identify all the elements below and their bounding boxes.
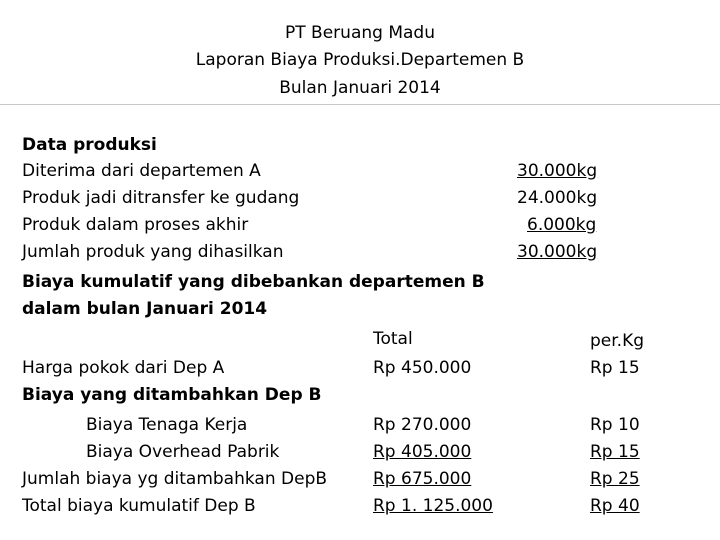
produksi-value-diterima: 30.000kg xyxy=(517,161,598,181)
produksi-value-proses: 6.000kg xyxy=(527,215,597,235)
biaya-total-jumlah-ditambahkan: Rp 675.000 xyxy=(373,469,472,489)
biaya-heading-line1: Biaya kumulatif yang dibebankan departemen B xyxy=(22,272,485,292)
biaya-perkg-harga-pokok: Rp 15 xyxy=(590,358,640,378)
column-header-total: Total xyxy=(373,329,413,349)
report-period: Bulan Januari 2014 xyxy=(279,78,441,98)
biaya-label-total-kumulatif: Total biaya kumulatif Dep B xyxy=(22,496,256,516)
produksi-label-proses: Produk dalam proses akhir xyxy=(22,215,249,235)
company-title: PT Beruang Madu xyxy=(285,23,435,43)
biaya-perkg-jumlah-ditambahkan: Rp 25 xyxy=(590,469,640,489)
biaya-perkg-overhead: Rp 15 xyxy=(590,442,640,462)
biaya-label-ditambahkan: Biaya yang ditambahkan Dep B xyxy=(22,385,322,405)
biaya-perkg-kumulatif: Rp 40 xyxy=(590,496,640,516)
produksi-value-ditransfer: 24.000kg xyxy=(517,188,598,208)
report-title: Laporan Biaya Produksi.Departemen B xyxy=(195,50,525,70)
produksi-label-diterima: Diterima dari departemen A xyxy=(22,161,261,181)
biaya-total-overhead: Rp 405.000 xyxy=(373,442,472,462)
biaya-label-tenaga-kerja: Biaya Tenaga Kerja xyxy=(86,415,248,435)
produksi-value-jumlah: 30.000kg xyxy=(517,242,598,262)
produksi-label-ditransfer: Produk jadi ditransfer ke gudang xyxy=(22,188,300,208)
biaya-heading-line2: dalam bulan Januari 2014 xyxy=(22,299,268,319)
biaya-perkg-tenaga-kerja: Rp 10 xyxy=(590,415,640,435)
biaya-total-kumulatif: Rp 1. 125.000 xyxy=(373,496,493,516)
column-header-perkg: per.Kg xyxy=(590,331,645,351)
produksi-label-jumlah: Jumlah produk yang dihasilkan xyxy=(22,242,284,262)
biaya-label-overhead: Biaya Overhead Pabrik xyxy=(86,442,280,462)
produksi-heading: Data produksi xyxy=(22,135,157,155)
biaya-total-harga-pokok: Rp 450.000 xyxy=(373,358,472,378)
biaya-total-tenaga-kerja: Rp 270.000 xyxy=(373,415,472,435)
biaya-label-jumlah-ditambahkan: Jumlah biaya yg ditambahkan DepB xyxy=(22,469,328,489)
biaya-label-harga-pokok: Harga pokok dari Dep A xyxy=(22,358,225,378)
header-divider xyxy=(0,104,720,105)
